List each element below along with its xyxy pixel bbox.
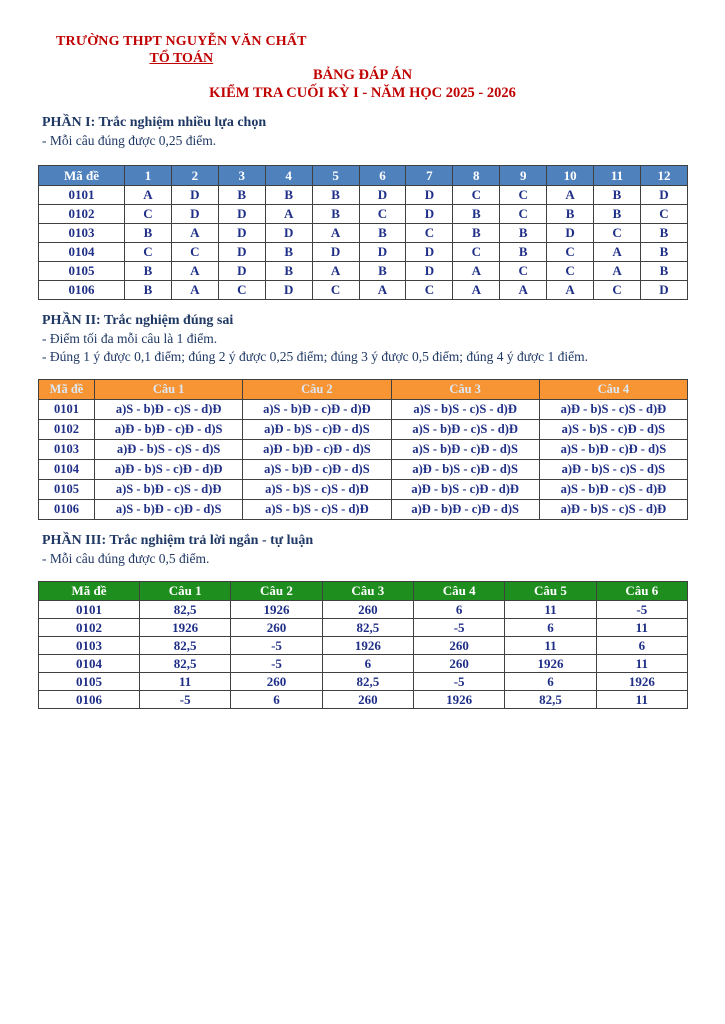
answer-cell: C	[547, 243, 594, 262]
answer-cell: C	[125, 205, 172, 224]
exam-code-cell: 0106	[39, 281, 125, 300]
answer-cell: C	[406, 281, 453, 300]
table-row	[39, 619, 688, 637]
answer-cell: B	[218, 186, 265, 205]
answer-cell: D	[218, 205, 265, 224]
answer-cell: a)S - b)Đ - c)S - d)Đ	[391, 420, 539, 440]
answer-cell: D	[359, 186, 406, 205]
answer-cell: B	[500, 224, 547, 243]
answer-cell: a)S - b)S - c)S - d)Đ	[243, 500, 391, 520]
answer-cell: B	[265, 243, 312, 262]
table-row	[39, 262, 688, 281]
answer-cell: C	[406, 224, 453, 243]
answer-cell: A	[547, 186, 594, 205]
answer-cell: D	[171, 186, 218, 205]
answer-cell: A	[171, 224, 218, 243]
answer-cell: B	[312, 205, 359, 224]
answer-cell: a)Đ - b)S - c)S - d)S	[539, 460, 687, 480]
answer-cell: a)S - b)Đ - c)Đ - d)S	[95, 500, 243, 520]
answer-cell: 6	[413, 601, 504, 619]
answer-cell: a)S - b)S - c)S - d)Đ	[243, 480, 391, 500]
answer-cell: a)S - b)Đ - c)Đ - d)S	[243, 460, 391, 480]
answer-cell: C	[547, 262, 594, 281]
table-row	[39, 440, 688, 460]
answer-cell: 1926	[505, 655, 596, 673]
column-header: Câu 1	[95, 380, 243, 400]
answer-cell: 6	[505, 673, 596, 691]
column-header: Mã đề	[39, 380, 95, 400]
table-row	[39, 480, 688, 500]
answer-cell: C	[312, 281, 359, 300]
column-header: 10	[547, 166, 594, 186]
answer-cell: B	[265, 262, 312, 281]
answer-cell: -5	[140, 691, 231, 709]
answer-cell: C	[453, 243, 500, 262]
answer-cell: B	[640, 262, 687, 281]
answer-cell: C	[500, 262, 547, 281]
part3-note: - Mỗi câu đúng được 0,5 điểm.	[42, 551, 210, 566]
answer-cell: 260	[413, 637, 504, 655]
column-header: 11	[594, 166, 641, 186]
answer-cell: a)Đ - b)S - c)Đ - d)S	[391, 460, 539, 480]
answer-cell: B	[640, 224, 687, 243]
exam-code-cell: 0104	[39, 243, 125, 262]
answer-cell: -5	[231, 655, 322, 673]
answer-cell: 260	[413, 655, 504, 673]
exam-code-cell: 0103	[39, 440, 95, 460]
answer-cell: D	[640, 281, 687, 300]
column-header: 7	[406, 166, 453, 186]
answer-cell: A	[359, 281, 406, 300]
column-header: 3	[218, 166, 265, 186]
answer-cell: 82,5	[140, 655, 231, 673]
answer-cell: 82,5	[505, 691, 596, 709]
column-header: Câu 5	[505, 582, 596, 601]
answer-cell: A	[125, 186, 172, 205]
answer-cell: B	[594, 205, 641, 224]
exam-code-cell: 0101	[39, 601, 140, 619]
part2-note-2: - Đúng 1 ý được 0,1 điểm; đúng 2 ý được 0,25 điểm; đúng 3 ý được 0,5 điểm; đúng 4 ý được 1 điểm.	[42, 349, 589, 364]
answer-cell: 11	[505, 601, 596, 619]
answer-cell: -5	[231, 637, 322, 655]
column-header: 2	[171, 166, 218, 186]
answer-cell: B	[125, 281, 172, 300]
answer-cell: a)S - b)S - c)Đ - d)S	[539, 420, 687, 440]
department-name: TỔ TOÁN	[149, 51, 214, 66]
answer-cell: a)S - b)Đ - c)Đ - d)S	[391, 440, 539, 460]
answer-cell: a)Đ - b)S - c)Đ - d)Đ	[95, 460, 243, 480]
column-header: 8	[453, 166, 500, 186]
section-part3	[42, 533, 695, 567]
answer-cell: 6	[322, 655, 413, 673]
answer-cell: B	[125, 224, 172, 243]
column-header: 9	[500, 166, 547, 186]
table-row	[39, 205, 688, 224]
answer-cell: 1926	[231, 601, 322, 619]
table-row	[39, 224, 688, 243]
column-header: 4	[265, 166, 312, 186]
exam-code-cell: 0105	[39, 480, 95, 500]
answer-cell: a)Đ - b)S - c)S - d)S	[95, 440, 243, 460]
answer-cell: 11	[596, 691, 687, 709]
answer-cell: a)Đ - b)Đ - c)Đ - d)S	[95, 420, 243, 440]
answer-cell: D	[171, 205, 218, 224]
answer-cell: a)Đ - b)S - c)S - d)Đ	[539, 400, 687, 420]
exam-code-cell: 0102	[39, 205, 125, 224]
answer-cell: 1926	[413, 691, 504, 709]
answer-cell: C	[594, 224, 641, 243]
section-part1	[42, 115, 695, 149]
answer-cell: 6	[505, 619, 596, 637]
column-header: Câu 3	[391, 380, 539, 400]
answer-cell: 260	[231, 673, 322, 691]
answer-cell: B	[359, 224, 406, 243]
answer-cell: B	[359, 262, 406, 281]
table-row	[39, 691, 688, 709]
table-row	[39, 500, 688, 520]
column-header: 1	[125, 166, 172, 186]
answer-cell: C	[500, 205, 547, 224]
answer-cell: C	[125, 243, 172, 262]
answer-cell: a)S - b)Đ - c)S - d)Đ	[95, 480, 243, 500]
exam-code-cell: 0101	[39, 400, 95, 420]
exam-code-cell: 0101	[39, 186, 125, 205]
answer-cell: 1926	[596, 673, 687, 691]
part1-note: - Mỗi câu đúng được 0,25 điểm.	[42, 133, 217, 148]
organization-block	[56, 34, 307, 67]
table-row	[39, 637, 688, 655]
answer-cell: C	[640, 205, 687, 224]
answer-cell: B	[547, 205, 594, 224]
exam-code-cell: 0105	[39, 673, 140, 691]
short-answer-table	[38, 581, 688, 709]
answer-cell: A	[594, 243, 641, 262]
exam-code-cell: 0106	[39, 691, 140, 709]
document-subtitle: KIỂM TRA CUỐI KỲ I - NĂM HỌC 2025 - 2026	[209, 85, 516, 101]
table-header-row	[39, 582, 688, 601]
exam-code-cell: 0106	[39, 500, 95, 520]
answer-cell: B	[500, 243, 547, 262]
answer-cell: D	[265, 281, 312, 300]
answer-cell: 260	[322, 691, 413, 709]
answer-cell: D	[406, 205, 453, 224]
answer-cell: 11	[596, 655, 687, 673]
answer-cell: B	[265, 186, 312, 205]
exam-code-cell: 0103	[39, 637, 140, 655]
answer-cell: D	[312, 243, 359, 262]
answer-cell: D	[359, 243, 406, 262]
answer-cell: A	[171, 281, 218, 300]
table-row	[39, 400, 688, 420]
table-row	[39, 673, 688, 691]
exam-code-cell: 0102	[39, 619, 140, 637]
column-header: Câu 1	[140, 582, 231, 601]
answer-cell: 82,5	[322, 619, 413, 637]
answer-cell: a)S - b)Đ - c)Đ - d)Đ	[243, 400, 391, 420]
answer-cell: B	[640, 243, 687, 262]
table-row	[39, 655, 688, 673]
answer-cell: a)Đ - b)S - c)S - d)Đ	[539, 500, 687, 520]
column-header: Câu 4	[413, 582, 504, 601]
column-header: Câu 2	[243, 380, 391, 400]
answer-cell: D	[265, 224, 312, 243]
answer-cell: B	[453, 224, 500, 243]
table-header-row	[39, 166, 688, 186]
answer-cell: a)S - b)Đ - c)S - d)Đ	[539, 480, 687, 500]
exam-code-cell: 0103	[39, 224, 125, 243]
answer-cell: B	[594, 186, 641, 205]
answer-cell: 260	[231, 619, 322, 637]
answer-cell: A	[500, 281, 547, 300]
document-title: BẢNG ĐÁP ÁN	[312, 67, 413, 83]
answer-cell: 11	[596, 619, 687, 637]
answer-cell: B	[312, 186, 359, 205]
answer-cell: D	[547, 224, 594, 243]
answer-cell: A	[312, 262, 359, 281]
table-header-row	[39, 380, 688, 400]
answer-cell: D	[406, 262, 453, 281]
answer-cell: C	[453, 186, 500, 205]
answer-cell: 6	[596, 637, 687, 655]
column-header: Mã đề	[39, 166, 125, 186]
answer-cell: 11	[505, 637, 596, 655]
answer-cell: A	[312, 224, 359, 243]
answer-cell: 82,5	[140, 601, 231, 619]
answer-cell: a)Đ - b)Đ - c)Đ - d)S	[391, 500, 539, 520]
table-row	[39, 281, 688, 300]
answer-cell: 260	[322, 601, 413, 619]
answer-cell: a)Đ - b)S - c)Đ - d)S	[243, 420, 391, 440]
school-name: TRƯỜNG THPT NGUYỄN VĂN CHẤT	[56, 34, 307, 49]
answer-cell: a)Đ - b)Đ - c)Đ - d)S	[243, 440, 391, 460]
answer-cell: A	[453, 262, 500, 281]
table-row	[39, 186, 688, 205]
section-part2	[42, 313, 695, 365]
part1-heading: PHẦN I: Trắc nghiệm nhiều lựa chọn	[42, 115, 267, 130]
answer-cell: -5	[413, 619, 504, 637]
answer-cell: a)S - b)S - c)S - d)Đ	[391, 400, 539, 420]
part2-note-1: - Điểm tối đa mỗi câu là 1 điểm.	[42, 331, 218, 346]
table-row	[39, 601, 688, 619]
column-header: 12	[640, 166, 687, 186]
answer-cell: C	[218, 281, 265, 300]
answer-cell: 6	[231, 691, 322, 709]
exam-code-cell: 0105	[39, 262, 125, 281]
answer-cell: a)S - b)Đ - c)Đ - d)S	[539, 440, 687, 460]
column-header: Câu 3	[322, 582, 413, 601]
answer-cell: 1926	[322, 637, 413, 655]
answer-cell: a)S - b)Đ - c)S - d)Đ	[95, 400, 243, 420]
column-header: Câu 2	[231, 582, 322, 601]
answer-cell: a)Đ - b)S - c)Đ - d)Đ	[391, 480, 539, 500]
exam-code-cell: 0104	[39, 460, 95, 480]
table-row	[39, 243, 688, 262]
exam-code-cell: 0102	[39, 420, 95, 440]
answer-cell: A	[453, 281, 500, 300]
answer-cell: -5	[596, 601, 687, 619]
answer-cell: C	[359, 205, 406, 224]
answer-cell: 1926	[140, 619, 231, 637]
exam-code-cell: 0104	[39, 655, 140, 673]
multiple-choice-answer-table	[38, 165, 688, 300]
answer-cell: C	[500, 186, 547, 205]
title-block	[0, 67, 725, 102]
part2-heading: PHẦN II: Trắc nghiệm đúng sai	[42, 313, 234, 328]
answer-cell: C	[594, 281, 641, 300]
answer-cell: 82,5	[140, 637, 231, 655]
column-header: Câu 4	[539, 380, 687, 400]
answer-cell: D	[218, 224, 265, 243]
answer-cell: D	[218, 262, 265, 281]
column-header: Mã đề	[39, 582, 140, 601]
answer-cell: A	[594, 262, 641, 281]
column-header: 6	[359, 166, 406, 186]
answer-cell: B	[125, 262, 172, 281]
answer-cell: B	[453, 205, 500, 224]
answer-cell: D	[406, 243, 453, 262]
answer-cell: C	[171, 243, 218, 262]
answer-cell: D	[640, 186, 687, 205]
column-header: Câu 6	[596, 582, 687, 601]
true-false-answer-table	[38, 379, 688, 520]
answer-cell: A	[171, 262, 218, 281]
column-header: 5	[312, 166, 359, 186]
answer-cell: A	[265, 205, 312, 224]
table-row	[39, 460, 688, 480]
answer-cell: D	[406, 186, 453, 205]
answer-cell: 11	[140, 673, 231, 691]
answer-cell: D	[218, 243, 265, 262]
answer-cell: A	[547, 281, 594, 300]
answer-cell: -5	[413, 673, 504, 691]
table-row	[39, 420, 688, 440]
answer-cell: 82,5	[322, 673, 413, 691]
part3-heading: PHẦN III: Trắc nghiệm trả lời ngắn - tự luận	[42, 533, 314, 548]
